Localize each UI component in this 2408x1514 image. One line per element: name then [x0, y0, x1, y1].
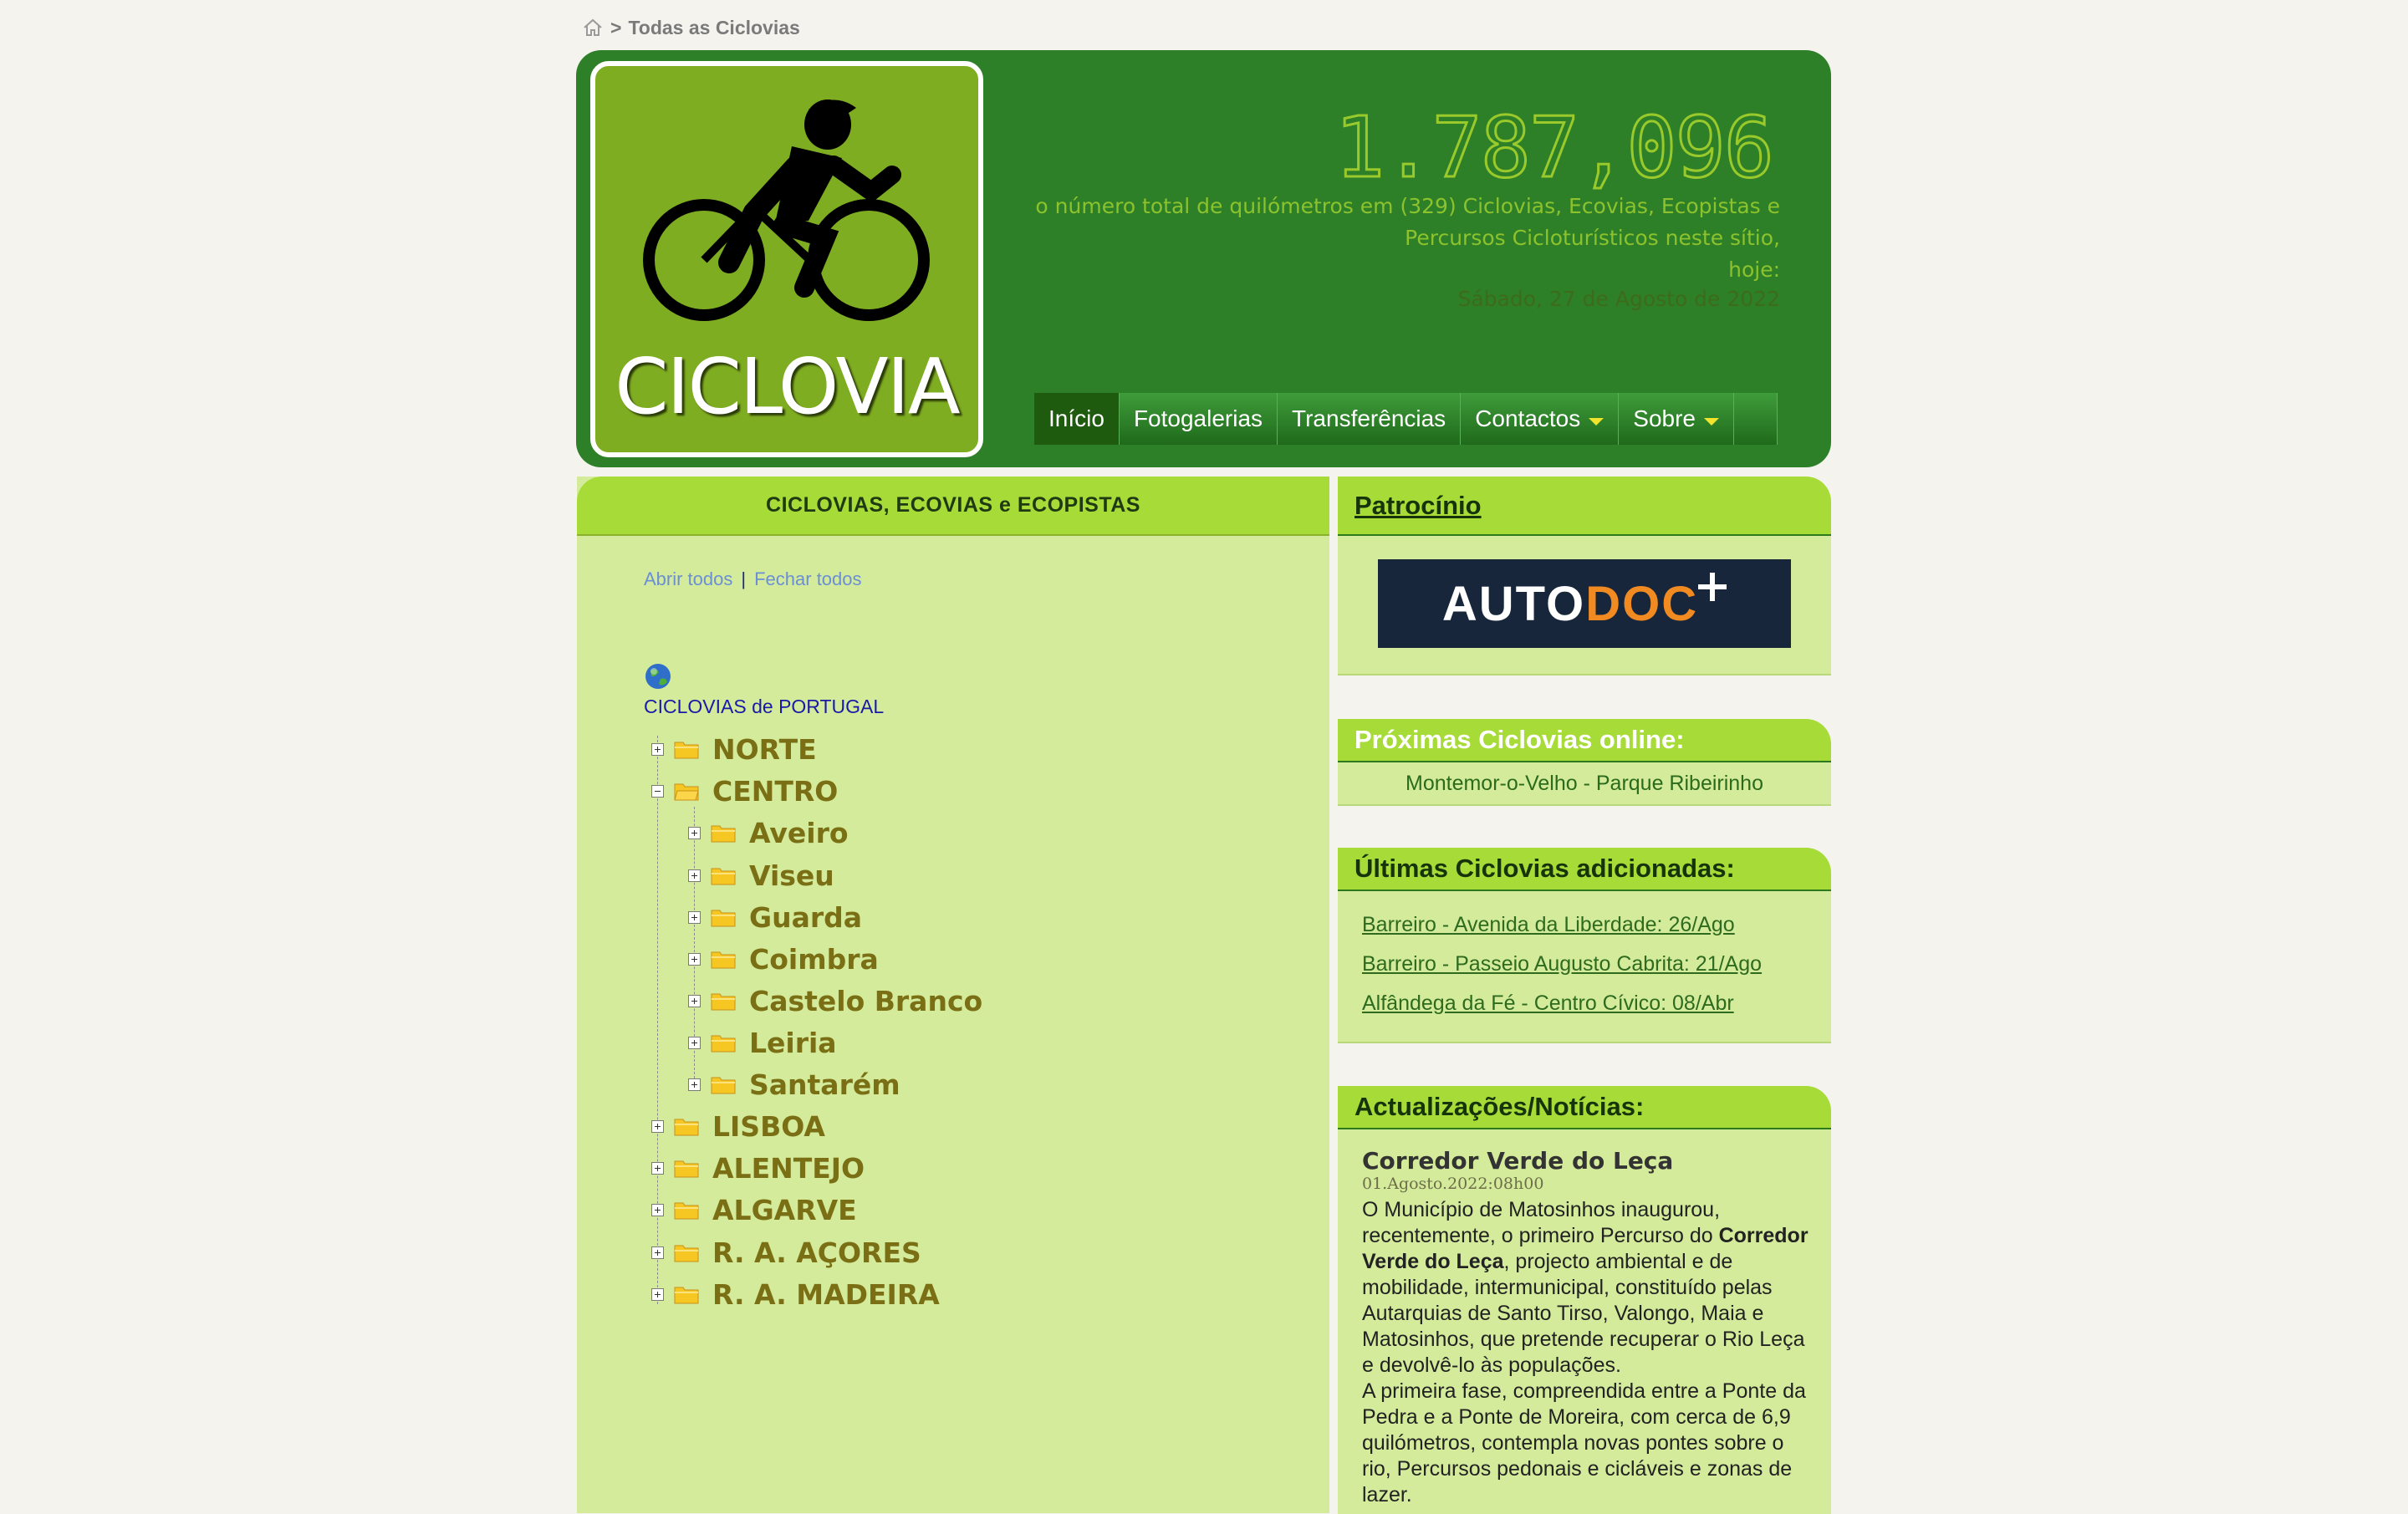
folder-icon [711, 1032, 736, 1053]
expand-icon[interactable] [651, 743, 664, 756]
expand-icon[interactable] [688, 1037, 701, 1049]
tree-item-castelo-branco[interactable]: Castelo Branco [688, 981, 982, 1021]
folder-icon [674, 1116, 699, 1136]
breadcrumb-separator: > [610, 16, 622, 38]
nav-transferencias[interactable]: Transferências [1278, 393, 1461, 445]
tree-item-coimbra[interactable]: Coimbra [688, 939, 879, 979]
latest-link[interactable]: Barreiro - Passeio Augusto Cabrita: 21/Ago [1362, 952, 1763, 976]
tree-item-aveiro[interactable]: Aveiro [688, 813, 849, 853]
news-headline[interactable]: Corredor Verde do Leça [1362, 1147, 1674, 1175]
expand-icon[interactable] [688, 953, 701, 966]
nav-contactos[interactable]: Contactos [1461, 393, 1619, 445]
folder-icon [711, 991, 736, 1011]
tree-item-algarve[interactable]: ALGARVE [651, 1190, 857, 1230]
folder-icon [674, 1158, 699, 1178]
tree-item-norte[interactable]: NORTE [651, 729, 817, 769]
logo-text: CICLOVIA [615, 342, 959, 431]
news-text: O Município de Matosinhos inaugurou, recentemente, o primeiro Percurso do Corredor Verde do Leça, projecto ambiental e de mobilidade, intermunicipal, constituído pelas Autarquias de Santo Tirso, Valongo, Maia e Matosinhos, que pretende recuperar o Rio Leça e devolvê-lo às populações. A primeira fase, compreendida entre a Ponte da Pedra e a Ponte de Moreira, com cerca de 6,9 quilómetros, contempla novas pontes sobre o rio, Percursos pedonais e cicláveis e zonas de lazer. [1362, 1198, 1809, 1506]
plus-icon [1698, 573, 1727, 601]
close-all-link[interactable]: Fechar todos [754, 568, 862, 589]
latest-ciclovias-title: Últimas Ciclovias adicionadas: [1338, 848, 1831, 891]
expand-icon[interactable] [651, 1288, 664, 1301]
tree-item-madeira[interactable]: R. A. MADEIRA [651, 1274, 940, 1314]
expand-icon[interactable] [688, 869, 701, 882]
km-counter: 1.787,096 [1334, 99, 1773, 196]
latest-link[interactable]: Barreiro - Avenida da Liberdade: 26/Ago [1362, 913, 1735, 936]
expand-icon[interactable] [688, 827, 701, 839]
sponsor-title[interactable]: Patrocínio [1338, 477, 1831, 536]
main-nav [1034, 393, 1778, 445]
expand-icon[interactable] [688, 995, 701, 1007]
breadcrumb-current: Todas as Ciclovias [628, 16, 800, 38]
next-ciclovias-title: Próximas Ciclovias online: [1338, 719, 1831, 762]
current-date: Sábado, 27 de Agosto de 2022 [1457, 287, 1780, 311]
folder-icon [674, 1242, 699, 1262]
nav-spacer [1734, 393, 1778, 445]
breadcrumb [582, 15, 800, 40]
folder-icon [711, 823, 736, 843]
collapse-icon[interactable] [651, 785, 664, 798]
expand-icon[interactable] [651, 1246, 664, 1259]
nav-sobre[interactable]: Sobre [1619, 393, 1734, 445]
tree-item-santarem[interactable]: Santarém [688, 1064, 900, 1104]
home-icon[interactable] [582, 17, 604, 38]
news-date: 01.Agosto.2022:08h00 [1362, 1175, 1544, 1193]
expand-icon[interactable] [651, 1162, 664, 1175]
folder-icon [711, 865, 736, 885]
expand-icon[interactable] [651, 1204, 664, 1216]
open-all-link[interactable]: Abrir todos [644, 568, 733, 589]
globe-icon [644, 662, 672, 691]
tree-toggle-links [644, 568, 862, 590]
folder-icon [711, 907, 736, 927]
autodoc-banner[interactable]: AUTO DOC [1378, 559, 1791, 648]
site-logo[interactable] [590, 61, 983, 457]
latest-link[interactable]: Alfândega da Fé - Centro Cívico: 08/Abr [1362, 991, 1734, 1015]
expand-icon[interactable] [651, 1120, 664, 1133]
tree-item-leiria[interactable]: Leiria [688, 1022, 837, 1063]
dropdown-arrow-icon [1589, 418, 1604, 426]
expand-icon[interactable] [688, 911, 701, 924]
tree-item-alentejo[interactable]: ALENTEJO [651, 1148, 865, 1188]
tree-item-guarda[interactable]: Guarda [688, 897, 862, 937]
folder-icon [674, 1200, 699, 1220]
folder-icon [711, 949, 736, 969]
folder-icon [711, 1074, 736, 1094]
expand-icon[interactable] [688, 1078, 701, 1091]
tree-item-acores[interactable]: R. A. AÇORES [651, 1232, 921, 1272]
tree-item-centro[interactable]: CENTRO [651, 771, 838, 811]
tree-root-link[interactable]: CICLOVIAS de PORTUGAL [644, 696, 885, 717]
tree-panel-title: CICLOVIAS, ECOVIAS e ECOPISTAS [577, 477, 1329, 536]
tree-item-lisboa[interactable]: LISBOA [651, 1106, 825, 1146]
nav-inicio[interactable]: Início [1034, 393, 1120, 445]
news-title: Actualizações/Notícias: [1338, 1086, 1831, 1129]
counter-description: o número total de quilómetros em (329) Ciclovias, Ecovias, Ecopistas e Percursos Cicloturísticos neste sítio, hoje: [1035, 194, 1780, 282]
nav-fotogalerias[interactable]: Fotogalerias [1120, 393, 1278, 445]
dropdown-arrow-icon [1704, 418, 1719, 426]
folder-open-icon [674, 781, 699, 801]
tree-item-viseu[interactable]: Viseu [688, 855, 834, 895]
link-separator: | [741, 568, 747, 589]
next-ciclovia-item: Montemor-o-Velho - Parque Ribeirinho [1338, 762, 1831, 806]
folder-icon [674, 1284, 699, 1304]
folder-icon [674, 739, 699, 759]
